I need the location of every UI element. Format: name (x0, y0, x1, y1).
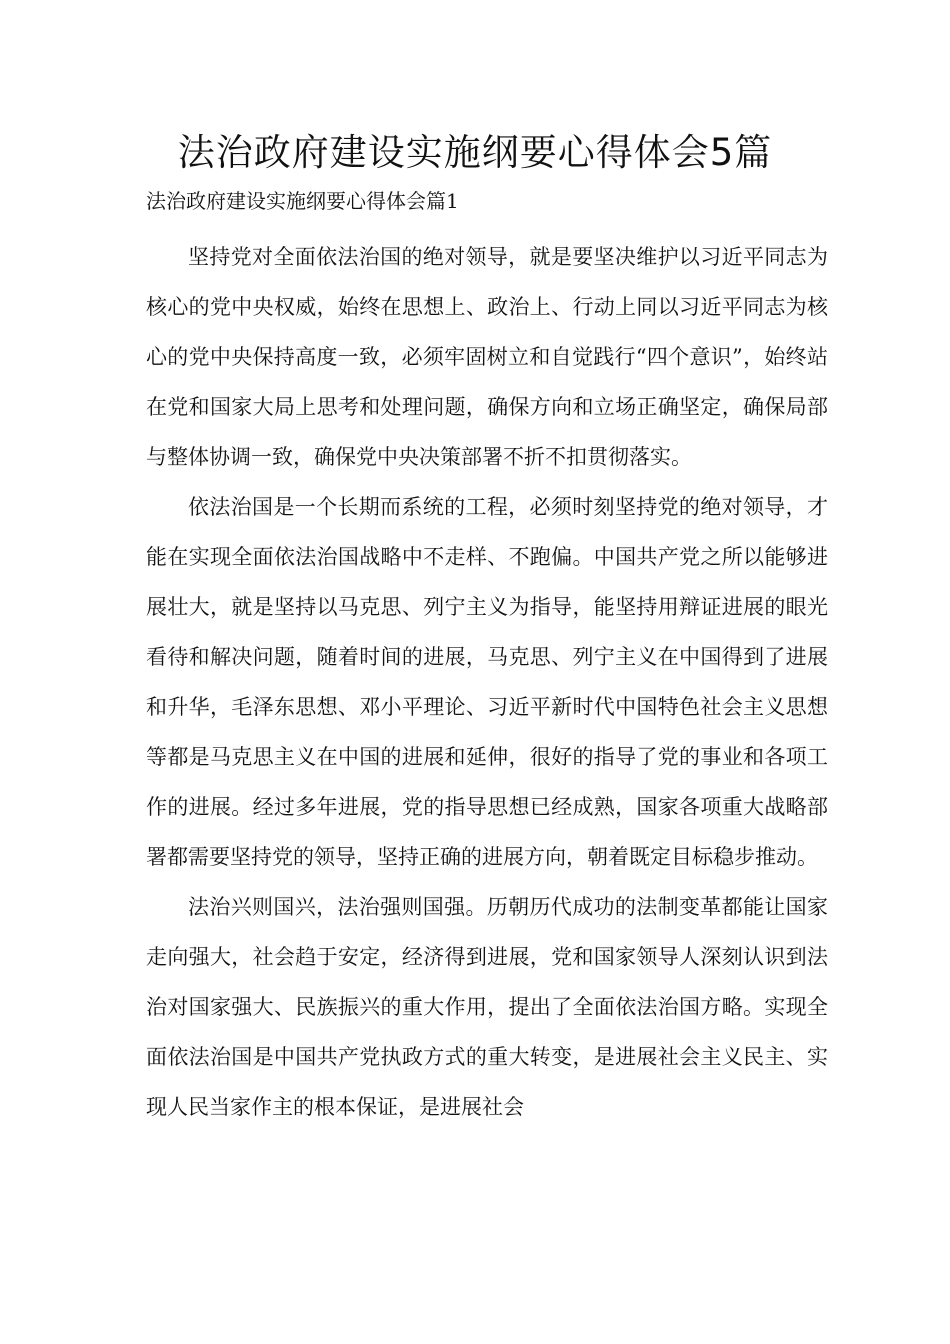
document-body (146, 232, 828, 1132)
section-heading: 法治政府建设实施纲要心得体会篇1 (146, 189, 459, 213)
paragraph-1: 坚持党对全面依法治国的绝对领导，就是要坚决维护以习近平同志为核心的党中央权威，始终在思想上、政治上、行动上同以习近平同志为核心的党中央保持高度一致，必须牢固树立和自觉践行“四个意识”，始终站在党和国家大局上思考和处理问题，确保方向和立场正确坚定，确保局部与整体协调一致，确保党中央决策部署不折不扣贯彻落实。 (146, 245, 828, 469)
paragraph-3: 法治兴则国兴，法治强则国强。历朝历代成功的法制变革都能让国家走向强大，社会趋于安定，经济得到进展，党和国家领导人深刻认识到法治对国家强大、民族振兴的重大作用，提出了全面依法治国方略。实现全面依法治国是中国共产党执政方式的重大转变，是进展社会主义民主、实现人民当家作主的根本保证，是进展社会 (146, 895, 828, 1119)
paragraph-2: 依法治国是一个长期而系统的工程，必须时刻坚持党的绝对领导，才能在实现全面依法治国战略中不走样、不跑偏。中国共产党之所以能够进展壮大，就是坚持以马克思、列宁主义为指导，能坚持用辩证进展的眼光看待和解决问题，随着时间的进展，马克思、列宁主义在中国得到了进展和升华，毛泽东思想、邓小平理论、习近平新时代中国特色社会主义思想等都是马克思主义在中国的进展和延伸，很好的指导了党的事业和各项工作的进展。经过多年进展，党的指导思想已经成熟，国家各项重大战略部署都需要坚持党的领导，坚持正确的进展方向，朝着既定目标稳步推动。 (146, 495, 828, 869)
document-title: 法治政府建设实施纲要心得体会5篇 (177, 131, 773, 174)
